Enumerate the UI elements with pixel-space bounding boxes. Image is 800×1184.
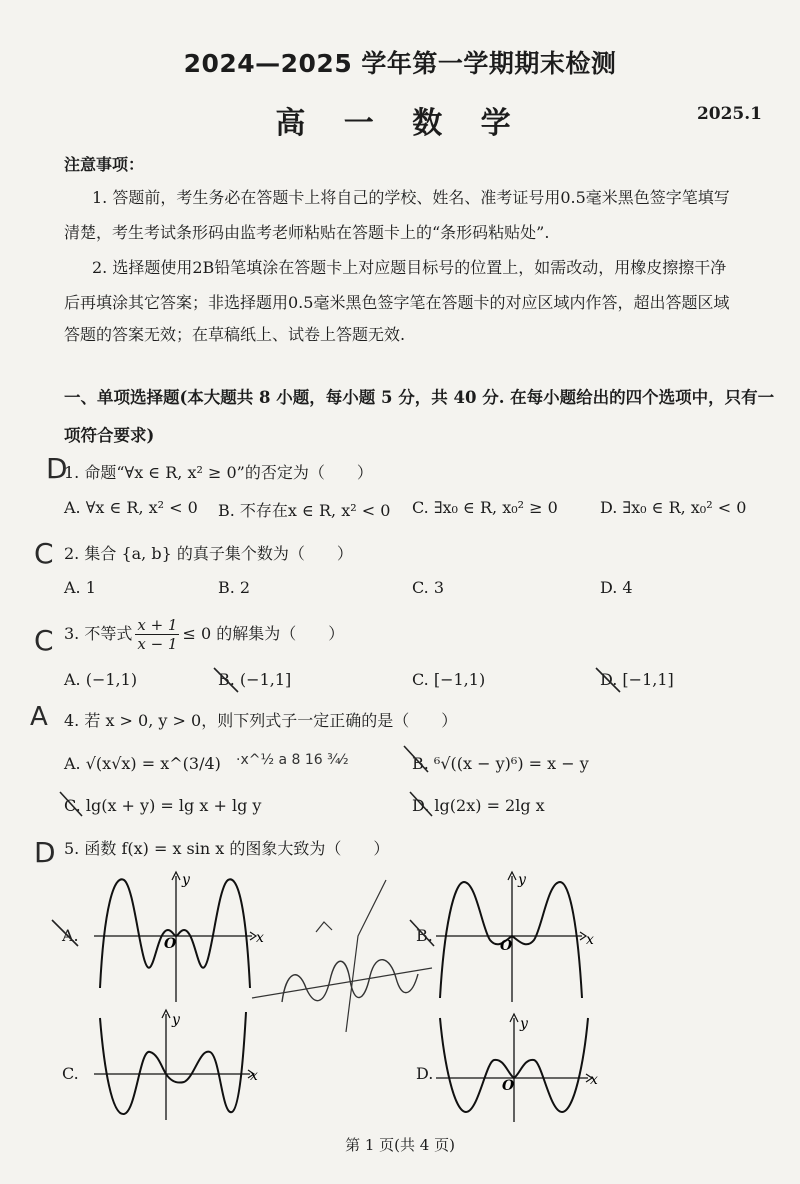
q4-option-a: A. √(x√x) = x^(3/4): [64, 754, 221, 773]
note-2-line-3: 答题的答案无效；在草稿纸上、试卷上答题无效.: [64, 325, 406, 344]
q4-c-strike-mark: [54, 788, 94, 822]
q3-b-strike-mark: [210, 664, 250, 696]
section-heading-line-1: 一、单项选择题(本大题共 8 小题，每小题 5 分，共 40 分. 在每小题给出的四个选项中，只有一: [64, 388, 775, 407]
graph-a-curve: [100, 879, 250, 988]
graph-b-y-label: y: [518, 872, 526, 888]
note-2-line-1: 2. 选择题使用2B铅笔填涂在答题卡上对应题目标号的位置上，如需改动，用橡皮擦擦干净: [92, 258, 727, 277]
q1-stem: 1. 命题“∀x ∈ R, x² ≥ 0”的否定为（ ）: [64, 463, 373, 482]
q2-option-c: C. 3: [412, 578, 445, 597]
q4-d-strike-mark: [404, 788, 444, 822]
q4-option-b: B. ⁶√((x − y)⁶) = x − y: [412, 754, 589, 773]
graph-a-x-label: x: [256, 930, 264, 946]
q1-option-b: B. 不存在x ∈ R, x² < 0: [218, 501, 391, 520]
graph-c-y-label: y: [172, 1012, 180, 1028]
q5-option-c-label: C.: [62, 1064, 79, 1083]
q5-handwritten-answer: D: [34, 836, 56, 869]
q4-scribble: ·x^½ a 8 16 ¾⁄₂: [236, 752, 349, 768]
section-heading-line-2: 项符合要求): [64, 426, 155, 445]
q5-graph-b: [432, 868, 612, 1008]
note-1-line-1: 1. 答题前，考生务必在答题卡上将自己的学校、姓名、准考证号用0.5毫米黑色签字笔填写: [92, 188, 730, 207]
exam-date: 2025.1: [696, 104, 762, 124]
graph-d-origin-label: O: [502, 1078, 515, 1094]
q3-stem-prefix: 3. 不等式: [64, 624, 133, 643]
handwritten-sketch: [246, 876, 442, 1032]
graph-a-origin-label: O: [164, 936, 177, 952]
q3-stem-suffix: ≤ 0 的解集为（ ）: [182, 624, 345, 643]
q5-option-a-label: A.: [62, 926, 79, 945]
q5-graph-d: [432, 1012, 612, 1128]
q2-handwritten-answer: C: [34, 537, 54, 570]
q4-option-d: D. lg(2x) = 2lg x: [412, 796, 545, 815]
graph-b-origin-label: O: [500, 938, 513, 954]
q3-fraction: [135, 616, 179, 653]
q3-numerator: x + 1: [137, 616, 178, 634]
q5-a-strike-mark: [48, 914, 88, 954]
graph-b-x-label: x: [586, 932, 594, 948]
q5-graph-c: [90, 1008, 270, 1126]
graph-d-x-label: x: [590, 1072, 598, 1088]
q3-option-a: A. (−1,1): [64, 670, 138, 689]
q1-option-a: A. ∀x ∈ R, x² < 0: [64, 498, 198, 517]
note-1-line-2: 清楚，考生考试条形码由监考老师粘贴在答题卡上的“条形码粘贴处”.: [64, 223, 550, 242]
q3-option-d: D. [−1,1]: [600, 670, 674, 689]
q2-option-d: D. 4: [600, 578, 633, 597]
q2-stem: 2. 集合 {a, b} 的真子集个数为（ ）: [64, 544, 353, 563]
q3-handwritten-answer: C: [34, 624, 54, 657]
q4-b-strike-mark: [398, 742, 438, 776]
graph-d-y-label: y: [520, 1016, 528, 1032]
q2-option-a: A. 1: [64, 578, 96, 597]
page-footer: 第 1 页(共 4 页): [345, 1136, 455, 1154]
q3-option-c: C. [−1,1): [412, 670, 486, 689]
note-2-line-2: 后再填涂其它答案；非选择题用0.5毫米黑色签字笔在答题卡的对应区域内作答，超出答题区域: [64, 293, 730, 312]
graph-a-y-label: y: [182, 872, 190, 888]
q5-graph-a: [90, 868, 270, 1008]
q3-denominator: x − 1: [137, 635, 178, 653]
q2-option-b: B. 2: [218, 578, 251, 597]
q1-handwritten-answer: D: [46, 452, 68, 485]
q4-stem: 4. 若 x > 0, y > 0，则下列式子一定正确的是（ ）: [64, 711, 458, 730]
q4-handwritten-answer: A: [30, 702, 48, 732]
subject-title: 高 一 数 学: [275, 106, 525, 141]
q5-option-d-label: D.: [416, 1064, 434, 1083]
q3-option-b: B. (−1,1]: [218, 670, 292, 689]
q3-stem: [64, 616, 344, 653]
q4-option-c: C. lg(x + y) = lg x + lg y: [64, 796, 262, 815]
q5-stem: 5. 函数 f(x) = x sin x 的图象大致为（ ）: [64, 839, 390, 858]
exam-title: 2024—2025 学年第一学期期末检测: [183, 49, 617, 78]
q1-option-d: D. ∃x₀ ∈ R, x₀² < 0: [600, 498, 747, 517]
graph-c-x-label: x: [250, 1068, 258, 1084]
notes-heading: 注意事项：: [64, 155, 145, 174]
q5-option-b-label: B.: [416, 926, 433, 945]
q1-option-c: C. ∃x₀ ∈ R, x₀² ≥ 0: [412, 498, 558, 517]
q3-d-strike-mark: [592, 664, 632, 696]
